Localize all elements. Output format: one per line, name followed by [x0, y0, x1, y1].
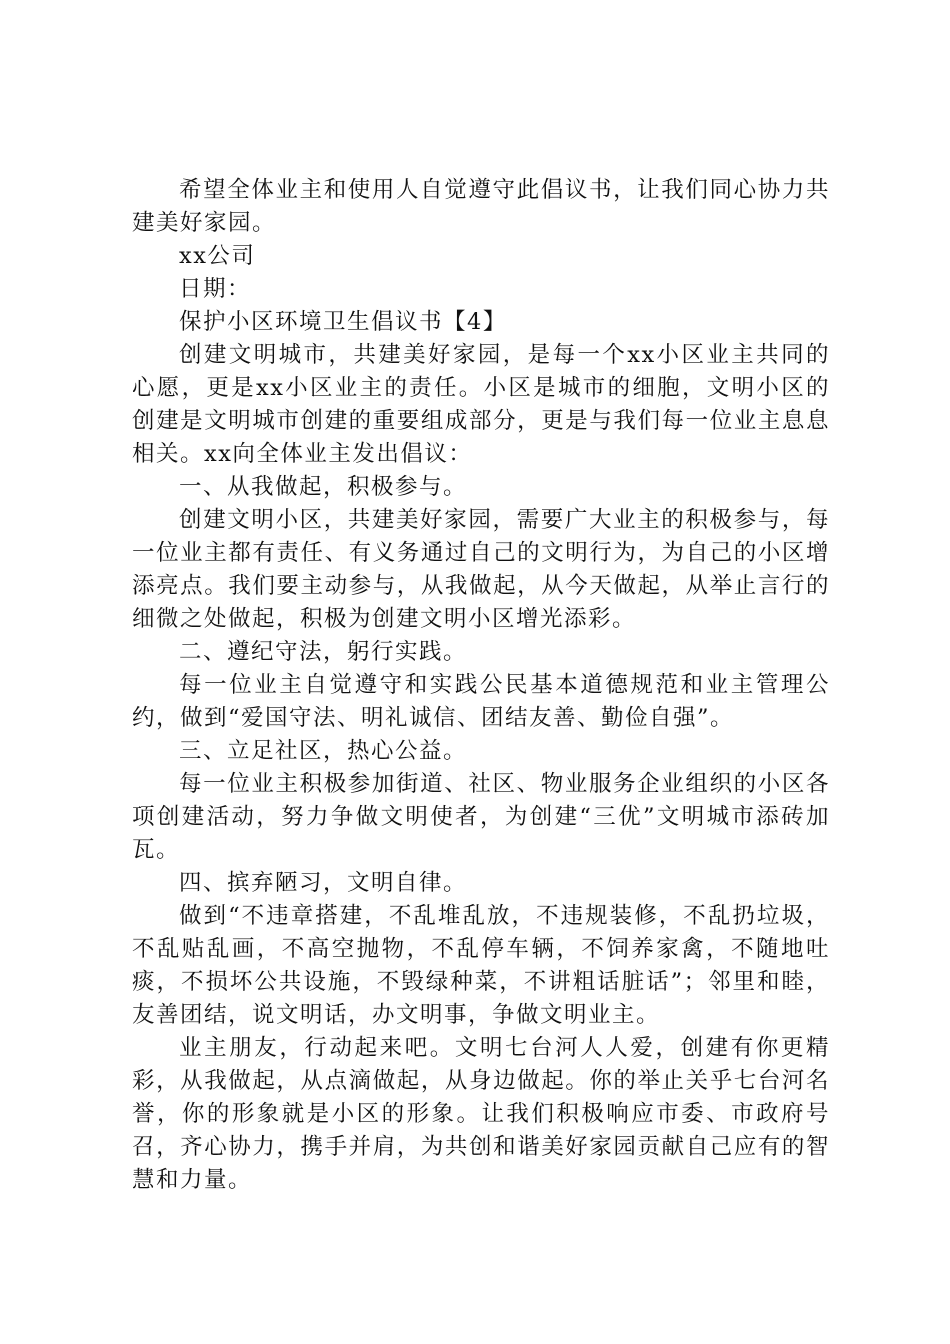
paragraph-three: 每一位业主积极参加街道、社区、物业服务企业组织的小区各项创建活动，努力争做文明使者，为创建“三优”文明城市添砖加瓦。 [132, 771, 830, 863]
date-line: 日期： [179, 276, 252, 302]
document-body [132, 174, 830, 1197]
section-title: 保护小区环境卫生倡议书【4】 [179, 309, 507, 335]
paragraph-four: 做到“不违章搭建，不乱堆乱放，不违规装修，不乱扔垃圾，不乱贴乱画，不高空抛物，不乱停车辆，不饲养家禽，不随地吐痰，不损坏公共设施，不毁绿种菜，不讲粗话脏话”；邻里和睦，友善团结，说文明话，办文明事，争做文明业主。 [132, 903, 830, 1028]
company-signature: xx公司 [179, 243, 256, 269]
paragraph-two: 每一位业主自觉遵守和实践公民基本道德规范和业主管理公约，做到“爱国守法、明礼诚信、团结友善、勤俭自强”。 [132, 672, 830, 731]
intro-paragraph: 创建文明城市，共建美好家园，是每一个xx小区业主共同的心愿，更是xx小区业主的责任。小区是城市的细胞，文明小区的创建是文明城市创建的重要组成部分，更是与我们每一位业主息息相关。xx向全体业主发出倡议： [132, 342, 830, 467]
paragraph-one: 创建文明小区，共建美好家园，需要广大业主的积极参与，每一位业主都有责任、有义务通过自己的文明行为，为自己的小区增添亮点。我们要主动参与，从我做起，从今天做起，从举止言行的细微之处做起，积极为创建文明小区增光添彩。 [132, 507, 830, 632]
heading-three: 三、立足社区，热心公益。 [179, 738, 468, 764]
closing-paragraph: 希望全体业主和使用人自觉遵守此倡议书，让我们同心协力共建美好家园。 [132, 177, 830, 236]
heading-two: 二、遵纪守法，躬行实践。 [179, 639, 468, 665]
heading-four: 四、摈弃陋习，文明自律。 [179, 870, 468, 896]
heading-one: 一、从我做起，积极参与。 [179, 474, 468, 500]
final-paragraph: 业主朋友，行动起来吧。文明七台河人人爱，创建有你更精彩，从我做起，从点滴做起，从身边做起。你的举止关乎七台河名誉，你的形象就是小区的形象。让我们积极响应市委、市政府号召，齐心协力，携手并肩，为共创和谐美好家园贡献自己应有的智慧和力量。 [132, 1035, 830, 1193]
